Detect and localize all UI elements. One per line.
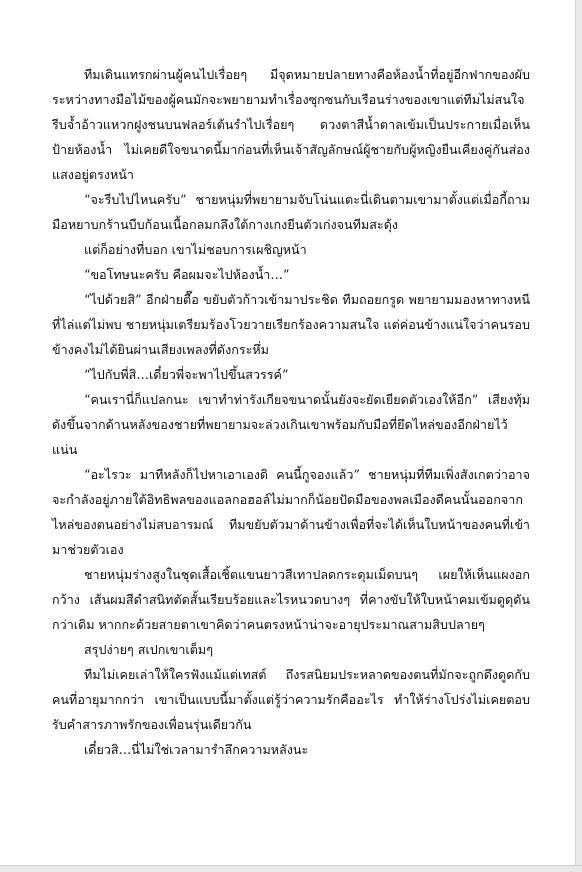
paragraph: ทีมเดินแทรกผ่านผู้คนไปเรื่อยๆ มีจุดหมายปลายทางคือห้องน้ำที่อยู่อีกฟากของผับ ระหว่างทางมือไม้ของผู้คนมักจะพยายามทำเรื่องซุกซนกับเรือนร่างของเขาแต่ทีมไม่สนใจ รีบจ้ำอ้าวแหวกฝูงชนบนฟลอร์เต้นรำไปเรื่อยๆ ดวงตาสีน้ำตาลเข้มเป็นประกายเมื่อเห็นป้ายห้องน้ำ ไม่เคยดีใจขนาดนี้มาก่อนที่เห็นเจ้าสัญลักษณ์ผู้ชายกับผู้หญิงยืนเคียงคู่กันส่องแสงอยู่ตรงหน้า: [52, 67, 530, 182]
paragraph: สรุปง่ายๆ สเปกเขาเต็มๆ: [84, 642, 213, 657]
paragraph: “จะรีบไปไหนครับ” ชายหนุ่มที่พยายามจับโน่นแตะนี่เดินตามเขามาตั้งแต่เมื่อกี้ถาม มือหยาบกร้านบีบก้อนเนื้อกลมกลึงใต้กางเกงยีนตัวเก่งจนทีมสะดุ้ง: [52, 192, 530, 232]
paragraph: “ไปกับพี่สิ…เดี๋ยวพี่จะพาไปขึ้นสวรรค์”: [84, 367, 289, 382]
page-edge-shadow-right: [575, 0, 582, 872]
paragraph: “อะไรวะ มาทีหลังก็ไปหาเอาเองดิ คนนี้กูจองแล้ว” ชายหนุ่มที่ทีมเพิ่งสังเกตว่าอาจจะกำลังอยู่ภายใต้อิทธิพลของแอลกอฮอล์ไม่มากก็น้อยปัดมือของพลเมืองดีคนนั้นออกจากไหล่ของตนอย่างไม่สบอารมณ์ ทีมขยับตัวมาด้านข้างเพื่อที่จะได้เห็นใบหน้าของคนที่เข้ามาช่วยตัวเอง: [52, 467, 530, 557]
paragraph: แต่ก็อย่างที่บอก เขาไม่ชอบการเผชิญหน้า: [84, 242, 307, 257]
paragraph: ชายหนุ่มร่างสูงในชุดเสื้อเชิ้ตแขนยาวสีเทาปลดกระดุมเม็ดบนๆ เผยให้เห็นแผงอกกว้าง เส้นผมสีดำสนิทตัดสั้นเรียบร้อยและไรหนวดบางๆ ที่คางขับให้ใบหน้าคมเข้มดูดุดันกว่าเดิม หากกะด้วยสายตาเขาคิดว่าคนตรงหน้าน่าจะอายุประมาณสามสิบปลายๆ: [52, 567, 530, 632]
paragraph: “ไปด้วยสิ” อีกฝ่ายตื๊อ ขยับตัวก้าวเข้ามาประชิด ทีมถอยกรูด พยายามมองหาทางหนีที่ไล่แต่ไม่พบ ชายหนุ่มเตรียมร้องโวยวายเรียกร้องความสนใจ แต่ค่อนข้างแน่ใจว่าคนรอบข้างคงไม่ได้ยินผ่านเสียงเพลงที่ดังกระหึ่ม: [52, 292, 530, 357]
body-text: [52, 62, 530, 762]
paragraph: ทีมไม่เคยเล่าให้ใครฟังแม้แต่เทสต์ ถึงรสนิยมประหลาดของตนที่มักจะถูกดึงดูดกับคนที่อายุมากกว่า เขาเป็นแบบนี้มาตั้งแต่รู้ว่าความรักคืออะไร ทำให้ร่างโปร่งไม่เคยตอบรับคำสารภาพรักของเพื่อนรุ่นเดียวกัน: [52, 667, 530, 732]
paragraph: “ขอโทษนะครับ คือผมจะไปห้องน้ำ…”: [84, 267, 290, 282]
paragraph: “คนเรานี่ก็แปลกนะ เขาทำท่ารังเกียจขนาดนั้นยังจะยัดเยียดตัวเองให้อีก” เสียงทุ้มดังขึ้นจากด้านหลังของชายที่พยายามจะล่วงเกินเขาพร้อมกับมือที่ยึดไหล่ของอีกฝ่ายไว้แน่น: [52, 392, 530, 457]
page-edge-shadow-bottom: [0, 865, 582, 872]
paragraph: เดี๋ยวสิ…นี่ไม่ใช่เวลามารำลึกความหลังนะ: [84, 742, 309, 757]
